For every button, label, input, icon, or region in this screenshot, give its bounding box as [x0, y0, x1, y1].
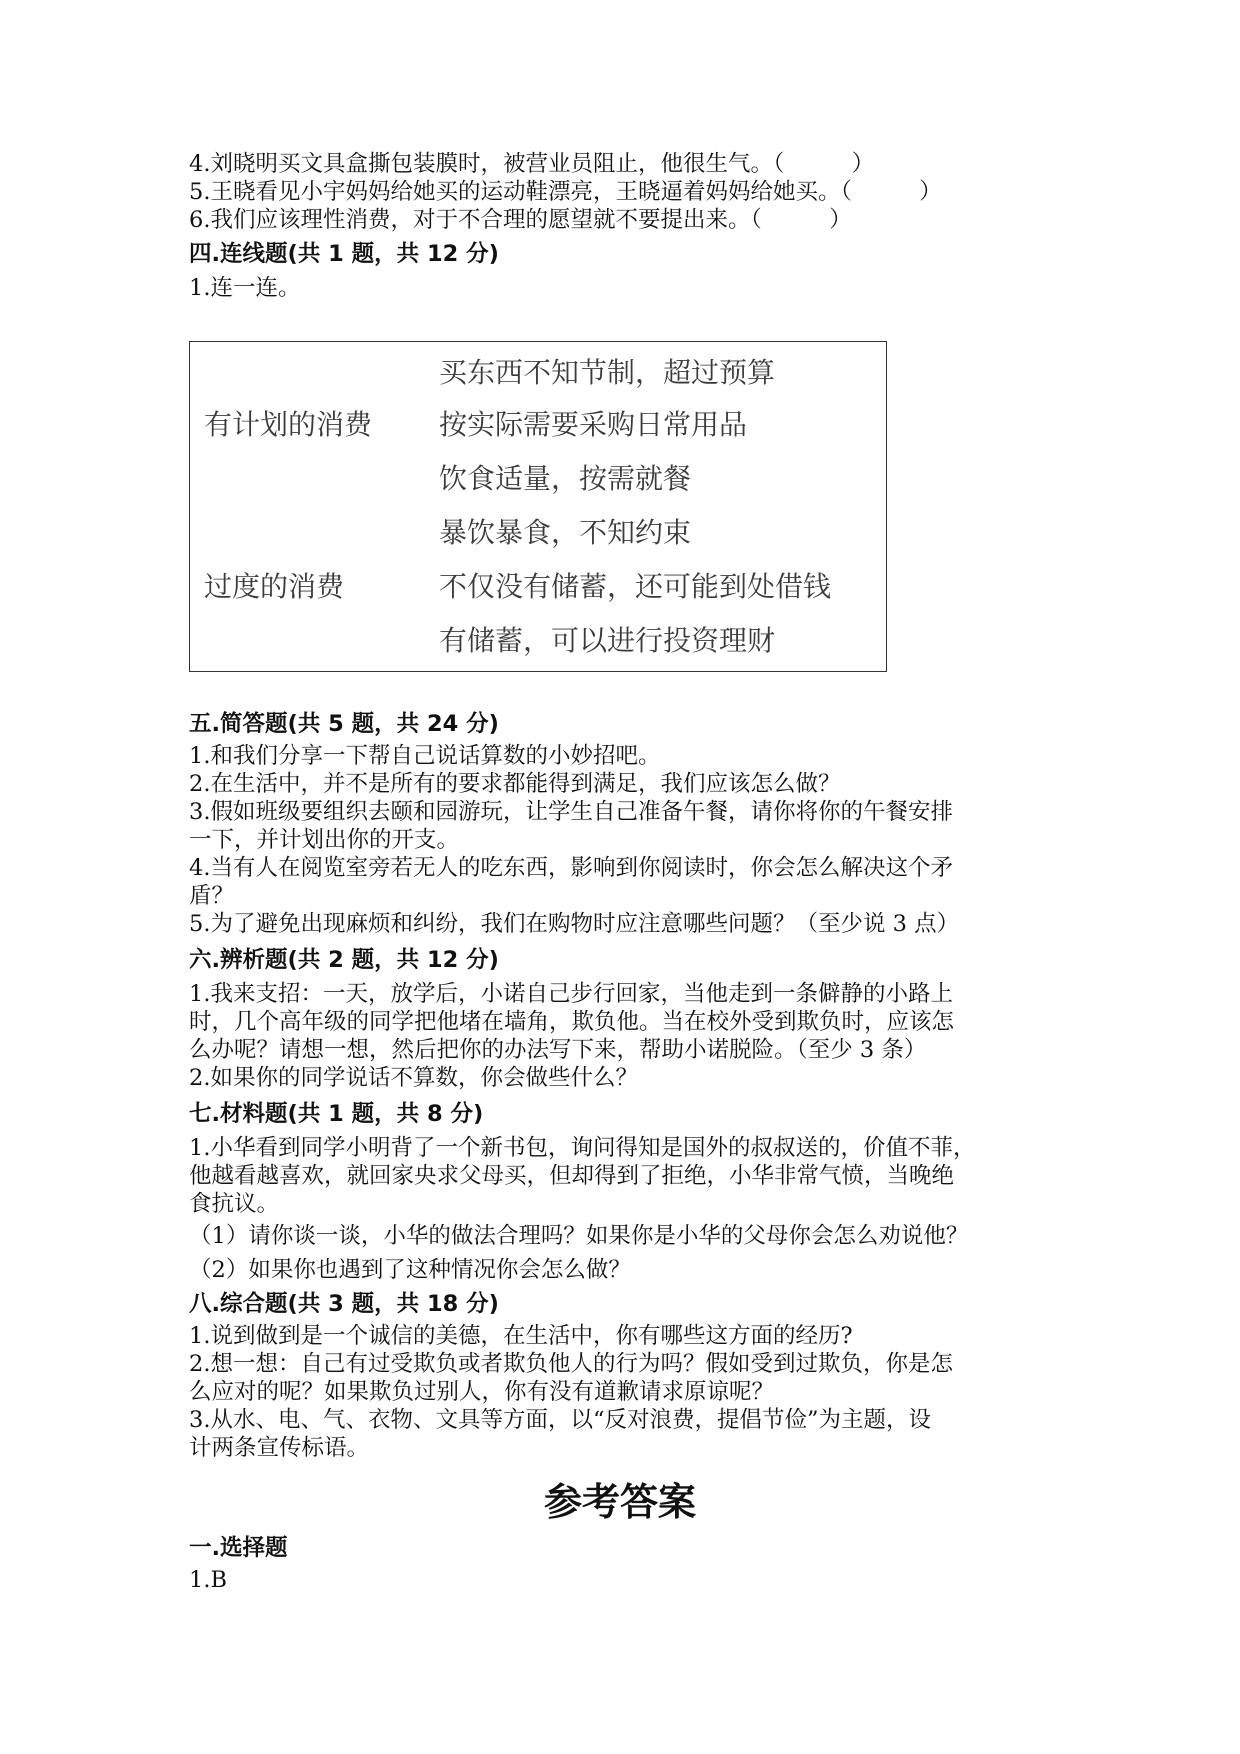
section6-line: 时，几个高年级的同学把他堵在墙角，欺负他。当在校外受到欺负时，应该怎 [189, 1009, 955, 1035]
section4-question-1: 1.连一连。 [189, 275, 301, 301]
section5-heading: 五.简答题(共 5 题，共 24 分) [189, 711, 499, 737]
section8-line: 么应对的呢？如果欺负过别人，你有没有道歉请求原谅呢？ [189, 1379, 775, 1405]
section6-line: 2.如果你的同学说话不算数，你会做些什么？ [189, 1065, 638, 1091]
section8-heading: 八.综合题(共 3 题，共 18 分) [189, 1291, 499, 1317]
answers-title: 参考答案 [543, 1480, 696, 1524]
section7-line: （1）请你谈一谈，小华的做法合理吗？如果你是小华的父母你会怎么劝说他？ [189, 1223, 969, 1249]
judgment-item-6: 6.我们应该理性消费，对于不合理的愿望就不要提出来。（ ） [189, 207, 852, 233]
match-option-1: 买东西不知节制，超过预算 [439, 356, 776, 389]
match-category-excessive: 过度的消费 [204, 570, 345, 603]
match-option-6: 有储蓄，可以进行投资理财 [439, 624, 776, 657]
section5-line: 1.和我们分享一下帮自己说话算数的小妙招吧。 [189, 743, 661, 769]
section5-line: 5.为了避免出现麻烦和纠纷，我们在购物时应注意哪些问题？（至少说 3 点） [189, 911, 960, 937]
match-option-4: 暴饮暴食，不知约束 [439, 516, 692, 549]
section5-line: 盾？ [189, 883, 235, 909]
section5-line: 2.在生活中，并不是所有的要求都能得到满足，我们应该怎么做？ [189, 771, 841, 797]
section8-line: 1.说到做到是一个诚信的美德，在生活中，你有哪些这方面的经历? [189, 1323, 853, 1349]
match-option-5: 不仅没有储蓄，还可能到处借钱 [439, 570, 832, 603]
section8-line: 2.想一想：自己有过受欺负或者欺负他人的行为吗？假如受到过欺负，你是怎 [189, 1351, 953, 1377]
section7-line: （2）如果你也遇到了这种情况你会怎么做？ [189, 1257, 631, 1283]
section5-line: 3.假如班级要组织去颐和园游玩，让学生自己准备午餐，请你将你的午餐安排 [189, 799, 953, 825]
section7-line: 食抗议。 [189, 1191, 280, 1217]
answers-section-heading: 一.选择题 [189, 1535, 288, 1561]
answer-1: 1.B [189, 1567, 228, 1593]
section6-line: 1.我来支招：一天，放学后，小诺自己步行回家，当他走到一条僻静的小路上 [189, 981, 953, 1007]
match-category-planned: 有计划的消费 [204, 408, 373, 441]
section5-line: 一下，并计划出你的开支。 [189, 827, 460, 853]
section7-line: 他越看越喜欢，就回家央求父母买，但却得到了拒绝，小华非常气愤，当晚绝 [189, 1163, 955, 1189]
section6-line: 么办呢？请想一想，然后把你的办法写下来，帮助小诺脱险。（至少 3 条） [189, 1037, 927, 1063]
section7-heading: 七.材料题(共 1 题，共 8 分) [189, 1101, 484, 1127]
match-option-3: 饮食适量，按需就餐 [439, 462, 692, 495]
judgment-item-5: 5.王晓看见小宇妈妈给她买的运动鞋漂亮，王晓逼着妈妈给她买。（ ） [189, 179, 942, 205]
section7-line: 1.小华看到同学小明背了一个新书包，询问得知是国外的叔叔送的，价值不菲， [189, 1135, 976, 1161]
section5-line: 4.当有人在阅览室旁若无人的吃东西，影响到你阅读时，你会怎么解决这个矛 [189, 855, 953, 881]
section8-line: 计两条宣传标语。 [189, 1435, 370, 1461]
section6-heading: 六.辨析题(共 2 题，共 12 分) [189, 947, 499, 973]
section4-heading: 四.连线题(共 1 题，共 12 分) [189, 241, 499, 267]
match-option-2: 按实际需要采购日常用品 [439, 408, 748, 441]
section8-line: 3.从水、电、气、衣物、文具等方面，以“反对浪费，提倡节俭”为主题，设 [189, 1407, 931, 1433]
matching-box [189, 341, 887, 672]
judgment-item-4: 4.刘晓明买文具盒撕包装膜时，被营业员阻止，他很生气。（ ） [189, 151, 875, 177]
